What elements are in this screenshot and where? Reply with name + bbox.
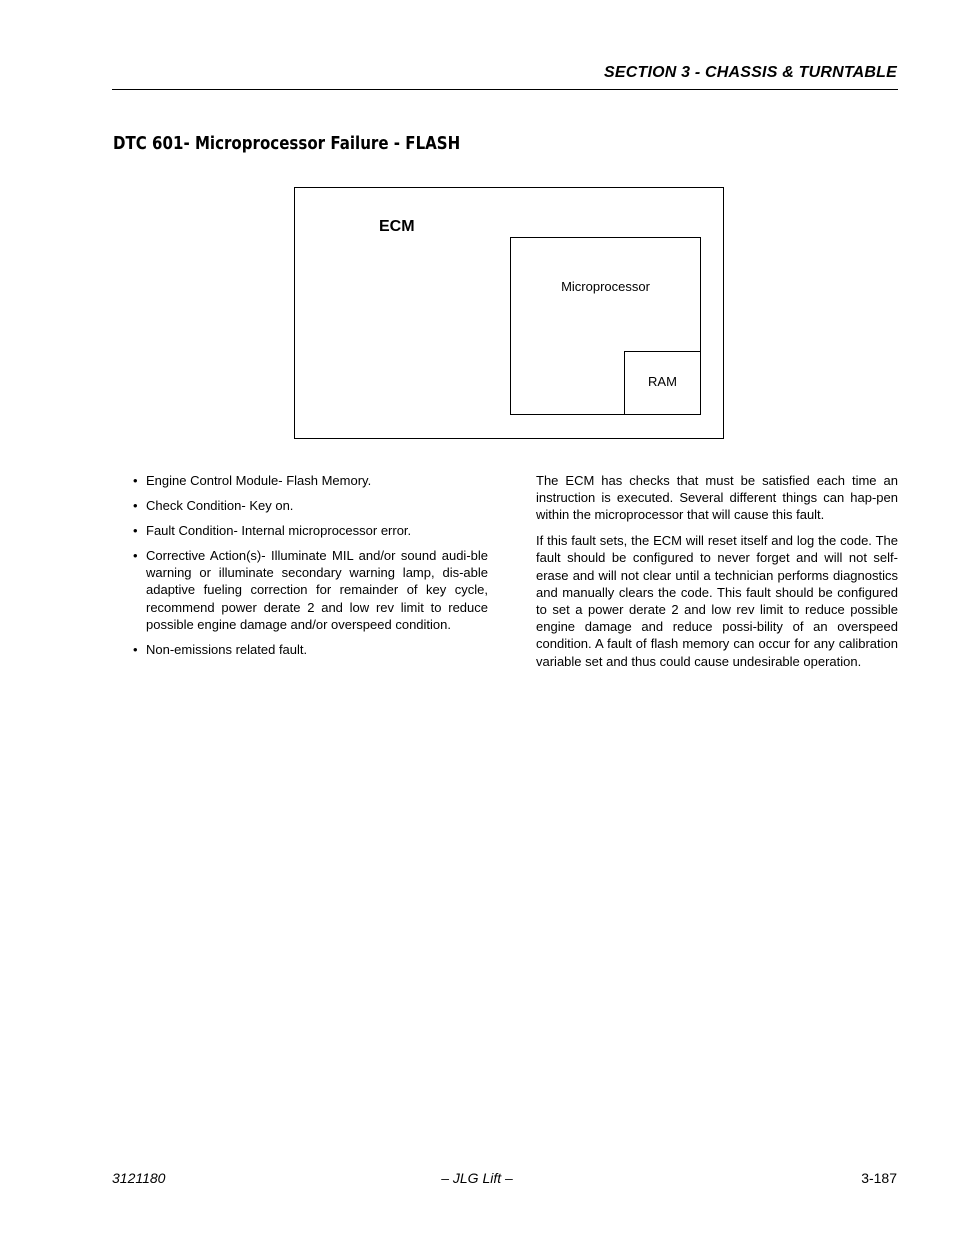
bullet-icon: • bbox=[133, 473, 138, 488]
microprocessor-label: Microprocessor bbox=[561, 279, 650, 294]
list-item-text: Check Condition- Key on. bbox=[146, 498, 294, 513]
bullet-icon: • bbox=[133, 641, 138, 657]
header-rule bbox=[112, 89, 898, 90]
footer-page-number: 3-187 bbox=[861, 1170, 897, 1186]
footer-doc-number: 3121180 bbox=[112, 1170, 166, 1186]
bullet-icon: • bbox=[133, 498, 138, 513]
bullet-icon: • bbox=[133, 523, 138, 538]
ram-label: RAM bbox=[648, 374, 677, 389]
bullet-icon: • bbox=[133, 548, 138, 563]
list-item-text: Corrective Action(s)- Illuminate MIL and/or sound audi-ble warning or illuminate secondary warning lamp, dis-able adaptive fueling correction for remainder of key cycle, recommend power derate 2 and low rev limit to reduce possible engine damage and/or overspeed condition. bbox=[146, 548, 488, 632]
list-item bbox=[130, 522, 488, 539]
list-item-text: Fault Condition- Internal microprocessor error. bbox=[146, 523, 412, 538]
bullet-column bbox=[130, 472, 488, 666]
list-item bbox=[130, 472, 488, 489]
paragraph: If this fault sets, the ECM will reset itself and log the code. The fault should be configured to never forget and will not self-erase and will not clear until a technician performs diagnostics and manually clears the code. This fault should be configured to set a power derate 2 and low rev limit to reduce possible engine damage and reduce possi-bility of an overspeed condition. A fault of flash memory can occur for any calibration variable set and thus could cause undesirable operation. bbox=[536, 533, 898, 669]
list-item bbox=[130, 497, 488, 514]
list-item bbox=[130, 641, 488, 658]
list-item bbox=[130, 547, 488, 633]
microprocessor-box bbox=[510, 237, 701, 415]
paragraph: The ECM has checks that must be satisfied each time an instruction is executed. Several different things can hap-pen within the microprocessor that will cause this fault. bbox=[536, 473, 898, 523]
footer-publisher: – JLG Lift – bbox=[441, 1170, 513, 1186]
page-title: DTC 601- Microprocessor Failure - FLASH bbox=[113, 134, 461, 154]
list-item-text: Engine Control Module- Flash Memory. bbox=[146, 473, 372, 488]
ram-box bbox=[624, 351, 701, 415]
bullet-list bbox=[130, 472, 488, 658]
ecm-label: ECM bbox=[379, 218, 415, 235]
description-column bbox=[536, 472, 898, 678]
section-header: SECTION 3 - CHASSIS & TURNTABLE bbox=[603, 64, 897, 81]
ecm-diagram bbox=[294, 187, 724, 439]
list-item-text: Non-emissions related fault. bbox=[146, 641, 308, 657]
